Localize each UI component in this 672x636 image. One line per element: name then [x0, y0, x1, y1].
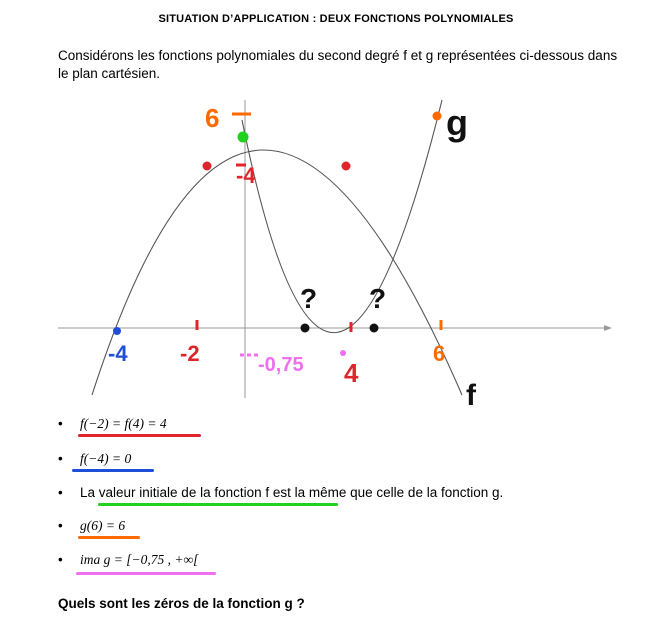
blue-highlight: [72, 469, 154, 472]
label-f: f: [466, 379, 476, 412]
fact-text: ima g = [−0,75 , +∞[: [80, 552, 199, 567]
label-x-4: 4: [344, 358, 359, 388]
fact-text: f(−2) = f(4) = 4: [80, 416, 167, 431]
label-x-minus2: -2: [180, 341, 200, 366]
point-f-minus2: [203, 162, 212, 171]
bullet: •: [58, 416, 63, 431]
label-x-6: 6: [433, 341, 446, 366]
red-highlight: [78, 434, 201, 437]
point-g-min: [340, 350, 346, 356]
point-f-4: [342, 162, 351, 171]
fact-text: f(−4) = 0: [80, 451, 132, 466]
x-axis-arrow: [604, 325, 612, 331]
label-six-top: 6: [205, 103, 220, 133]
bullet: •: [58, 485, 63, 500]
point-f-minus4: [113, 327, 121, 335]
point-zero-2: [370, 324, 379, 333]
bullet: •: [58, 451, 63, 466]
label-question-1: ?: [300, 283, 318, 314]
orange-highlight: [78, 536, 140, 539]
point-zero-1: [301, 324, 310, 333]
green-highlight: [98, 503, 338, 506]
point-g-6: [433, 112, 442, 121]
label-g: g: [446, 102, 468, 143]
intro-paragraph: Considérons les fonctions polynomiales du second degré f et g représentées ci-dessous dans le plan cartésien.: [58, 48, 618, 81]
curve-g: [242, 100, 442, 333]
label-question-2: ?: [369, 283, 387, 314]
bullet: •: [58, 552, 63, 567]
page-title: SITUATION D’APPLICATION : DEUX FONCTIONS POLYNOMIALES: [158, 13, 514, 25]
fact-text: g(6) = 6: [80, 518, 126, 533]
question: Quels sont les zéros de la fonction g ?: [58, 596, 305, 611]
label-y-minus4: -4: [236, 163, 256, 188]
bullet: •: [58, 518, 63, 533]
point-initial-value: [238, 132, 249, 143]
fact-text: La valeur initiale de la fonction f est la même que celle de la fonction g.: [80, 485, 504, 500]
pink-highlight: [76, 572, 216, 575]
label-y-minus075: -0,75: [258, 354, 304, 376]
label-x-minus4: -4: [108, 341, 128, 366]
